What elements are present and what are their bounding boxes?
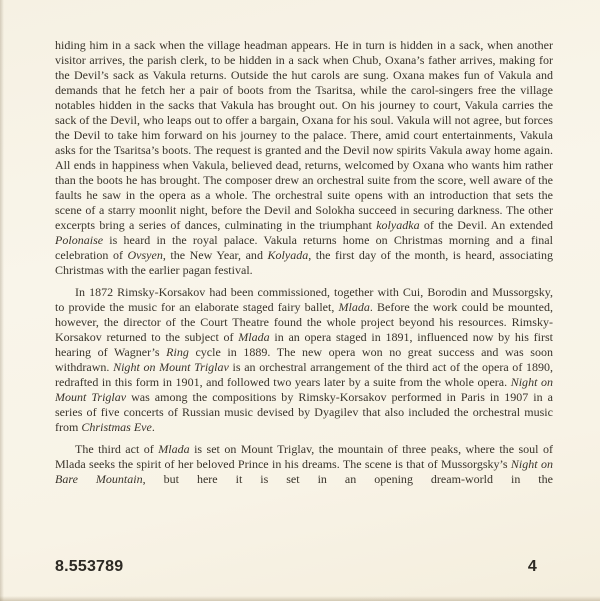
- italic-text-run: Mlada: [338, 300, 370, 314]
- text-run: is set on Mount Triglav, the mountain of three peaks, where the soul of Mlada seeks the spirit of her beloved Prince in his dreams. The scene is that of Mussorgsky’s: [55, 442, 553, 471]
- text-run: hiding him in a sack when the village headman appears. He in turn is hidden in a sack, when another visitor arrives, the parish clerk, to be hidden in a sack when Chub, Oxana’s father arrives, making for the Devil’s sack as Vakula returns. Outside the hut carols are sung. Oxana makes fun of Vakula and demands that he fetch her a pair of boots from the Tsaritsa, while the carol-singers free the village notables hidden in the sacks that Vakula has brought out. On his journey to court, Vakula carries the sack of the Devil, who leaps out to offer a bargain, Oxana for his soul. Vakula will not agree, but forces the Devil to take him forward on his journey to the palace. There, amid court entertainments, Vakula asks for the Tsaritsa’s boots. The request is granted and the Devil now spirits Vakula away home again. All ends in happiness when Vakula, believed dead, returns, welcomed by Oxana who wants him rather than the boots he has brought. The composer drew an orchestral suite from the score, well aware of the faults he saw in the opera as a whole. The orchestral suite opens with an introduction that sets the scene of a starry moonlit night, before the Devil and Solokha succeed in securing darkness. The other excerpts bring a series of dances, culminating in the triumphant: [55, 38, 553, 232]
- text-run: , the New Year, and: [162, 248, 268, 262]
- italic-text-run: Ovsyen: [127, 248, 163, 262]
- italic-text-run: Night on Mount Triglav: [55, 375, 553, 404]
- text-run: in an opera staged in 1891, influenced now by his first hearing of Wagner’s: [55, 330, 553, 359]
- text-run: cycle in 1889. The new opera won no great success and was soon withdrawn.: [55, 345, 553, 374]
- text-run: of the Devil. An extended: [419, 218, 553, 232]
- text-run: , but here it is set in an opening dream-world in the: [142, 472, 553, 486]
- italic-text-run: Polonaise: [55, 233, 104, 247]
- italic-text-run: Christmas Eve: [81, 420, 152, 434]
- text-run: The third act of: [75, 442, 159, 456]
- text-run: was among the compositions by Rimsky-Korsakov performed in Paris in 1907 in a series of five concerts of Russian music devised by Dyagilev that also included the orchestral music from: [55, 390, 553, 434]
- page-bottom-edge-shading: [0, 596, 600, 601]
- paragraph: [55, 285, 553, 435]
- italic-text-run: Night on Mount Triglav: [113, 360, 229, 374]
- text-run: .: [151, 420, 155, 434]
- italic-text-run: Kolyada: [267, 248, 309, 262]
- page-number: 4: [527, 558, 537, 575]
- page-footer: [55, 558, 537, 576]
- italic-text-run: Night on Bare Mountain: [55, 457, 553, 486]
- text-block: [55, 38, 553, 487]
- text-run: . Before the work could be mounted, however, the director of the Court Theatre found the whole project beyond his resources. Rimsky-Korsakov returned to the subject of: [55, 300, 553, 344]
- italic-text-run: kolyadka: [376, 218, 420, 232]
- text-run: is heard in the royal palace. Vakula returns home on Christmas morning and a final celebration of: [55, 233, 553, 262]
- text-run: In 1872 Rimsky-Korsakov had been commissioned, together with Cui, Borodin and Mussorgsky, to provide the music for an elaborate staged fairy ballet,: [55, 285, 553, 314]
- catalog-number: 8.553789: [55, 558, 124, 575]
- text-run: , the first day of the month, is heard, associating Christmas with the earlier pagan festival.: [55, 248, 553, 277]
- italic-text-run: Ring: [166, 345, 189, 359]
- page-left-edge-shading: [0, 0, 4, 601]
- italic-text-run: Mlada: [158, 442, 190, 456]
- paragraph: [55, 442, 553, 487]
- italic-text-run: Mlada: [238, 330, 270, 344]
- paragraph: [55, 38, 553, 278]
- text-run: is an orchestral arrangement of the third act of the opera of 1890, redrafted in this form in 1901, and followed two years later by a suite from the whole opera.: [55, 360, 553, 389]
